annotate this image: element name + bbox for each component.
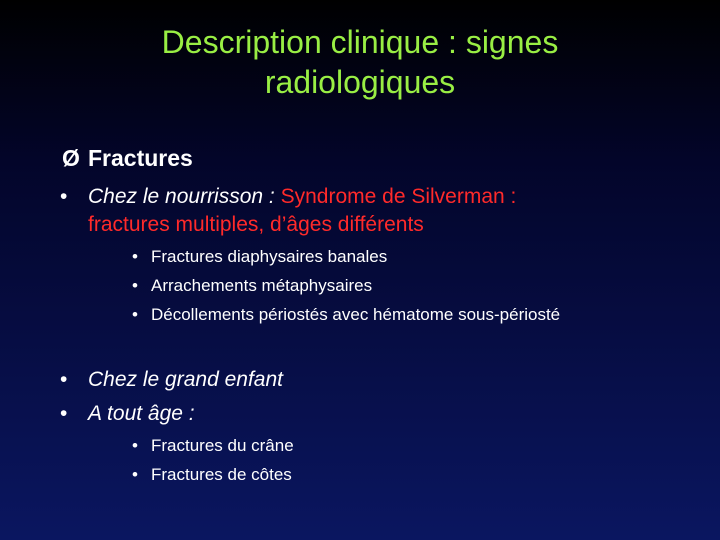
title-line-2: radiologiques: [264, 64, 456, 100]
bullet-icon: •: [60, 185, 68, 208]
sub-list-item: [132, 431, 294, 460]
silverman-highlight: Syndrome de Silverman :: [280, 185, 517, 208]
sub-list-item: [132, 271, 560, 300]
sub-list-item: [132, 300, 560, 329]
list-item-nourrisson: [60, 183, 516, 239]
list-item-tout-age: [60, 400, 195, 428]
slide-title: [0, 22, 720, 102]
sub-item-text: Fractures de côtes: [151, 465, 292, 484]
bullet-icon: •: [132, 305, 138, 324]
sub-item-text: Fractures diaphysaires banales: [151, 247, 388, 266]
bullet-icon: •: [60, 402, 68, 425]
bullet-icon: •: [132, 247, 138, 266]
sub-item-text: Fractures du crâne: [151, 436, 294, 455]
sub-item-text: Décollements périostés avec hématome sous-périosté: [151, 305, 561, 324]
sub-list-item: [132, 460, 294, 489]
bullet-icon: •: [132, 276, 138, 295]
grand-enfant-text: Chez le grand enfant: [88, 368, 283, 391]
title-line-1: Description clinique : signes: [161, 24, 559, 60]
sub-list-tout-age: [132, 431, 294, 489]
sub-item-text: Arrachements métaphysaires: [151, 276, 373, 295]
bullet-icon: •: [132, 436, 138, 455]
nourrisson-continuation: fractures multiples, d’âges différents: [88, 213, 424, 236]
section-heading: [62, 145, 193, 172]
arrow-bullet-icon: Ø: [62, 145, 80, 171]
sub-list-nourrisson: [132, 242, 560, 329]
sub-list-item: [132, 242, 560, 271]
bullet-icon: •: [60, 368, 68, 391]
list-item-grand-enfant: [60, 366, 283, 394]
bullet-icon: •: [132, 465, 138, 484]
nourrisson-lead: Chez le nourrisson :: [88, 185, 275, 208]
tout-age-text: A tout âge :: [88, 402, 195, 425]
heading-text: Fractures: [88, 145, 193, 171]
